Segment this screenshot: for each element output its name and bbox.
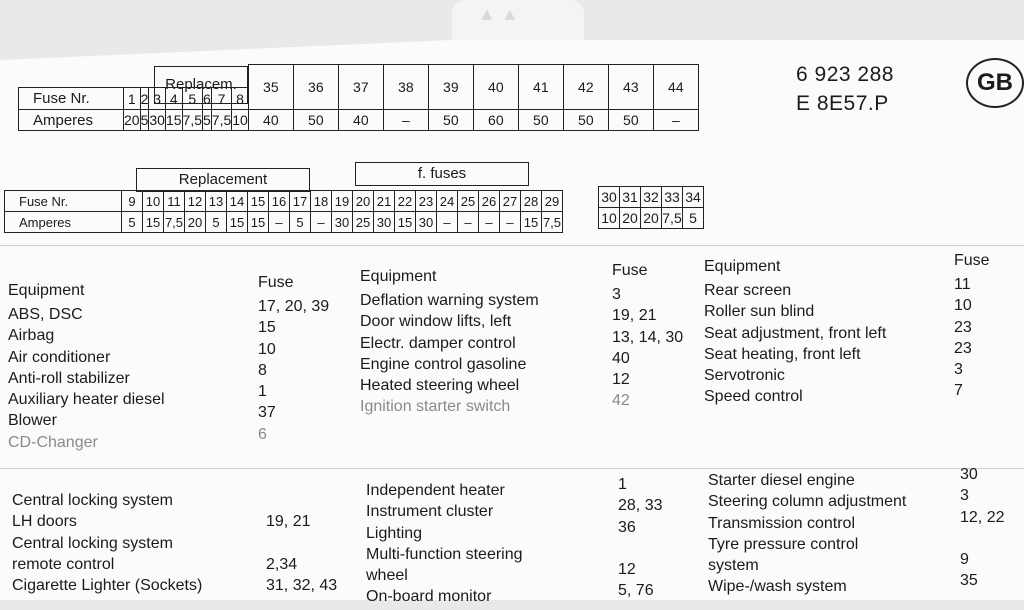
fuse-number-cell: 17 [290,191,311,212]
equipment-item: Rear screen [704,282,792,299]
part-code: E 8E57.P [796,92,889,115]
amperes-cell: 20 [620,208,641,229]
fuse-value: 5, 76 [618,582,654,600]
fuse-value: 3 [612,286,621,303]
amperes-cell: 5 [140,110,149,131]
fuse-value: 10 [258,340,276,358]
amperes-cell: 25 [353,212,374,233]
fuse-number-cell: 16 [269,191,290,212]
amperes-cell: 5 [122,212,143,233]
equipment-item: Lighting [366,524,423,542]
fuse-number-cell: 22 [395,191,416,212]
part-number-block [796,60,894,118]
fuse-number-cell: 41 [518,65,563,110]
equipment-item: Central locking system [12,492,173,509]
equipment-item: Servotronic [704,367,785,385]
equipment-item: Roller sun blind [704,303,815,321]
replacement-label: Replacement [136,168,310,192]
fuse-value: 17, 20, 39 [258,298,330,315]
lower-equipment-column-2 [366,482,616,610]
fuse-value: 11 [954,276,971,293]
amperes-cell: 7,5 [542,212,563,233]
lower-equipment-column-3 [708,472,958,600]
amperes-cell: 50 [608,110,653,131]
fuse-number-cell: 23 [416,191,437,212]
equipment-column-2 [360,268,610,420]
equipment-column-3 [704,258,954,410]
fuse-number-cell: 28 [521,191,542,212]
amperes-cell: 15 [248,212,269,233]
fuse-number-cell: 21 [374,191,395,212]
fuse-number-cell: 43 [608,65,653,110]
amperes-cell: 7,5 [182,110,202,131]
amperes-cell: 5 [290,212,311,233]
amperes-cell: 50 [428,110,473,131]
amperes-cell: 15 [521,212,542,233]
amperes-cell: – [458,212,479,233]
equipment-item: Speed control [704,388,803,406]
fuse-value: 31, 32, 43 [266,577,338,595]
lower-fuse-column-3 [960,466,1020,594]
fuse-value: 37 [258,404,276,422]
amperes-cell: 40 [248,110,293,131]
fuse-number-cell: 25 [458,191,479,212]
amperes-cell: 20 [124,110,141,131]
fuse-number-cell: 5 [182,88,202,110]
fuse-column-2 [612,262,702,414]
fuse-number-cell: 20 [353,191,374,212]
fuse-column-1 [258,274,358,447]
equipment-item: Ignition starter switch [360,398,511,416]
equipment-item: CD-Changer [8,433,98,451]
fuse-value: 28, 33 [618,497,663,515]
equipment-item: Instrument cluster [366,503,494,521]
equipment-item: Steering column adjustment [708,493,907,511]
fuse-number-cell: 18 [311,191,332,212]
f-fuses-label: f. fuses [355,162,529,186]
equipment-item: Seat heating, front left [704,345,861,363]
fuse-value: 12 [612,371,630,389]
fuse-value: 35 [960,572,978,590]
fuse-number-cell: 37 [338,65,383,110]
fuse-value [618,540,708,561]
fuse-value: 1 [618,476,627,493]
spacer [19,65,249,88]
divider-lower [0,468,1024,469]
fuse-number-cell: 12 [185,191,206,212]
equipment-item: Airbag [8,327,55,345]
equipment-item: Multi-function steering [366,545,523,563]
fuse-number-cell: 15 [248,191,269,212]
fuse-value: 8 [258,361,267,379]
amperes-cell: 20 [185,212,206,233]
amperes-cell: 60 [473,110,518,131]
amperes-cell: – [311,212,332,233]
fuse-value: 12 [618,561,636,579]
fuse-value: 7 [954,382,963,400]
fuse-number-cell: 31 [620,187,641,208]
fuse-number-cell: 36 [293,65,338,110]
fuse-table-2 [4,190,563,233]
equipment-column-1 [8,282,258,455]
equipment-item: Seat adjustment, front left [704,324,887,342]
equipment-item: Deflation warning system [360,292,539,309]
equipment-item: Anti-roll stabilizer [8,369,130,387]
amperes-cell: 15 [395,212,416,233]
equipment-item: Auxiliary heater diesel [8,391,165,409]
faded-watermark: ▲ ▲ [478,4,519,24]
fuse-number-cell: 32 [641,187,662,208]
fuse-nr-label: Fuse Nr. [5,191,122,212]
fuse-number-cell: 42 [563,65,608,110]
amperes-cell: 30 [416,212,437,233]
fuse-value [960,530,1020,551]
fuse-number-cell: 10 [143,191,164,212]
equipment-item: Independent heater [366,482,505,499]
fuse-number-cell: 8 [232,88,249,110]
amperes-cell: 30 [374,212,395,233]
fuse-number-cell: 39 [428,65,473,110]
lower-fuse-column-1 [266,492,366,598]
fuse-header: Fuse [258,274,294,291]
fuse-number-cell: 44 [653,65,698,110]
amperes-cell: 50 [293,110,338,131]
amperes-cell: – [383,110,428,131]
amperes-cell: 30 [149,110,166,131]
fuse-value: 30 [960,466,978,483]
fuse-number-cell: 3 [149,88,166,110]
fuse-value: 13, 14, 30 [612,328,684,346]
fuse-value [266,535,366,556]
fuse-number-cell: 40 [473,65,518,110]
equipment-item: Heated steering wheel [360,377,520,395]
fuse-number-cell: 35 [248,65,293,110]
amperes-label: Amperes [19,110,124,131]
fuse-number-cell: 9 [122,191,143,212]
fuse-header: Fuse [612,262,648,279]
fuse-number-cell: 33 [662,187,683,208]
amperes-cell: 7,5 [164,212,185,233]
lower-equipment-column-1 [12,492,262,598]
fuse-value: 3 [954,361,963,379]
fuse-value: 36 [618,518,636,536]
equipment-item: wheel [366,567,408,585]
equipment-item: Cigarette Lighter (Sockets) [12,577,203,595]
fuse-value: 1 [258,383,267,401]
fuse-number-cell: 19 [332,191,353,212]
amperes-cell: 5 [203,110,212,131]
fuse-value: 23 [954,318,972,336]
amperes-cell: 5 [206,212,227,233]
fuse-nr-label: Fuse Nr. [19,88,124,110]
equipment-header: Equipment [704,258,781,275]
fuse-number-cell: 6 [203,88,212,110]
country-badge: GB [966,58,1024,108]
equipment-item: Wipe-/wash system [708,578,847,596]
fuse-header: Fuse [954,252,990,269]
fuse-value: 12, 22 [960,508,1005,526]
amperes-cell: – [479,212,500,233]
equipment-item: Central locking system [12,534,173,552]
amperes-cell: – [653,110,698,131]
fuse-value: 40 [612,349,630,367]
equipment-item: Transmission control [708,514,856,532]
fuse-number-cell: 26 [479,191,500,212]
lower-fuse-column-2 [618,476,708,604]
equipment-item: LH doors [12,513,77,531]
equipment-header: Equipment [360,268,437,285]
amperes-cell: 15 [143,212,164,233]
fuse-column-3 [954,252,1020,404]
equipment-item: system [708,557,759,575]
fuse-table-1 [18,64,699,131]
fuse-number-cell: 1 [124,88,141,110]
fuse-value [266,492,366,513]
amperes-cell: 10 [232,110,249,131]
fuse-number-cell: 30 [599,187,620,208]
amperes-cell: – [269,212,290,233]
equipment-item: Blower [8,412,57,430]
equipment-item: Electr. damper control [360,334,516,352]
fuse-number-cell: 29 [542,191,563,212]
fuse-number-cell: 24 [437,191,458,212]
fuse-value: 6 [258,425,267,443]
fuse-value: 15 [258,319,276,337]
equipment-item: Tyre pressure control [708,535,859,553]
fuse-number-cell: 7 [211,88,231,110]
amperes-cell: 5 [683,208,704,229]
fuse-number-cell: 27 [500,191,521,212]
divider-upper [0,245,1024,246]
part-number: 6 923 288 [796,63,894,86]
amperes-label: Amperes [5,212,122,233]
fuse-value: 19, 21 [266,513,311,531]
replacem-label: Replacem. [154,66,248,104]
equipment-item: On-board monitor [366,588,492,606]
equipment-item: remote control [12,555,115,573]
amperes-cell: 50 [518,110,563,131]
amperes-cell: 15 [227,212,248,233]
fuse-number-cell: 38 [383,65,428,110]
fuse-number-cell: 13 [206,191,227,212]
equipment-item: Air conditioner [8,348,111,366]
equipment-item: Door window lifts, left [360,313,512,331]
fuse-value: 42 [612,392,630,410]
fuse-value: 19, 21 [612,307,657,325]
amperes-cell: 15 [165,110,182,131]
amperes-cell: 10 [599,208,620,229]
amperes-cell: 30 [332,212,353,233]
fuse-number-cell: 14 [227,191,248,212]
fuse-value: 10 [954,297,972,315]
fuse-value: 2,34 [266,555,298,573]
amperes-cell: 40 [338,110,383,131]
fuse-number-cell: 4 [165,88,182,110]
amperes-cell: 20 [641,208,662,229]
equipment-item: Starter diesel engine [708,472,855,489]
fuse-number-cell: 11 [164,191,185,212]
equipment-item: ABS, DSC [8,306,83,323]
fuse-value: 9 [960,551,969,569]
fuse-value: 23 [954,339,972,357]
equipment-item: Engine control gasoline [360,355,527,373]
amperes-cell: – [500,212,521,233]
fuse-table-3 [598,186,704,229]
equipment-header: Equipment [8,282,85,299]
amperes-cell: 7,5 [211,110,231,131]
fuse-number-cell: 34 [683,187,704,208]
fuse-value: 3 [960,487,969,505]
amperes-cell: 7,5 [662,208,683,229]
fuse-number-cell: 2 [140,88,149,110]
amperes-cell: – [437,212,458,233]
amperes-cell: 50 [563,110,608,131]
